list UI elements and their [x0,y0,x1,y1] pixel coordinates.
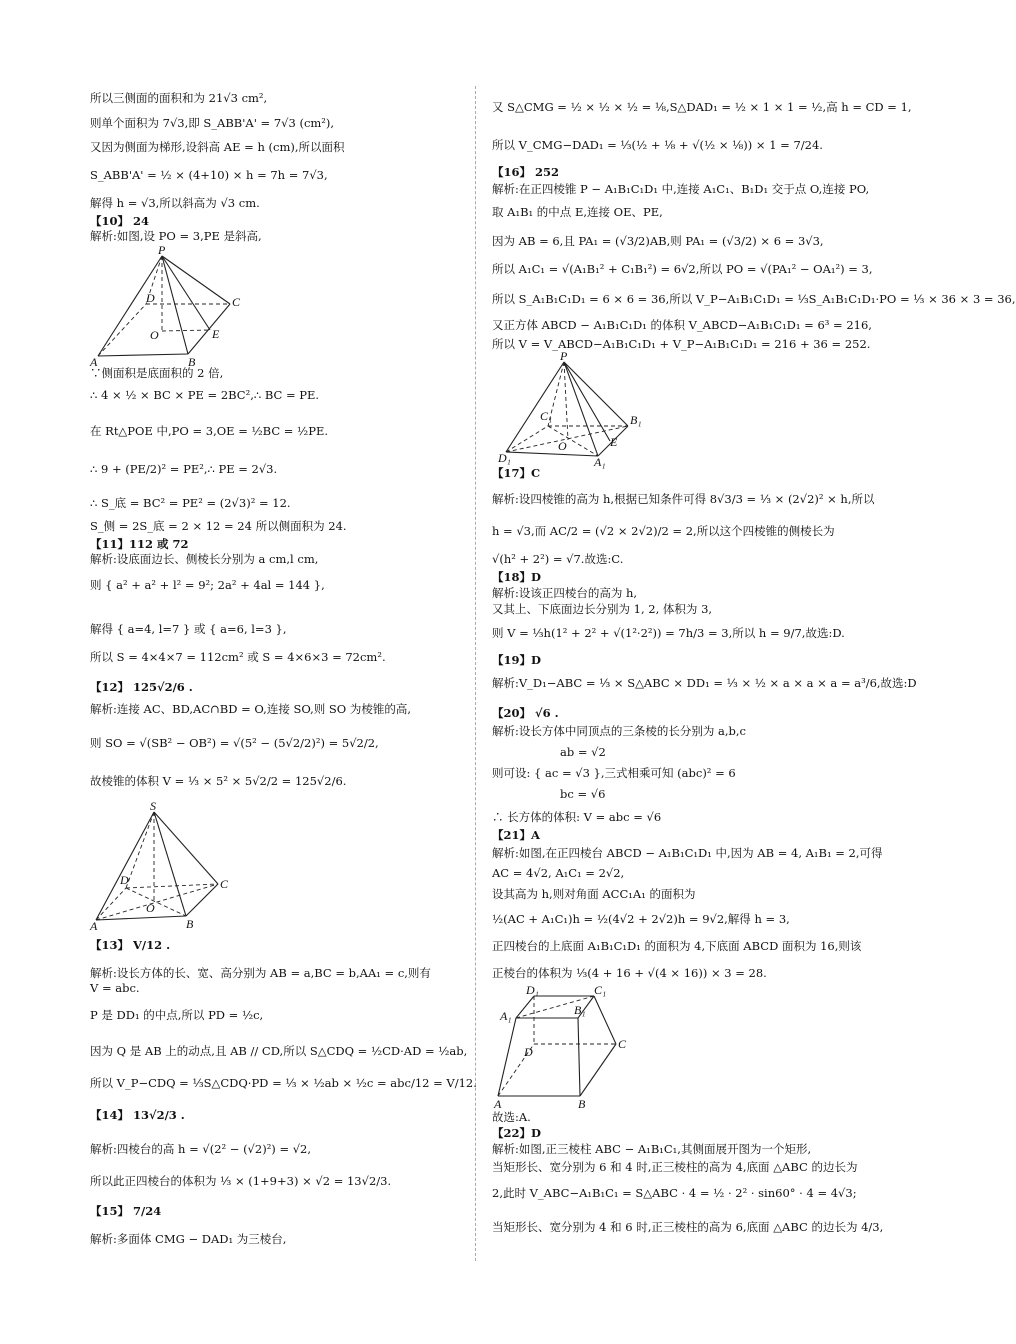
text-line: 解析:如图,在正四棱台 ABCD − A₁B₁C₁D₁ 中,因为 AB = 4, A₁B₁ = 2,可得 [492,846,883,860]
text-line: 所以此正四棱台的体积为 ⅓ × (1+9+3) × √2 = 13√2/3. [90,1174,392,1188]
answer-heading: 【15】 7/24 [90,1204,162,1218]
answer-heading: 【16】 252 [492,165,560,179]
figure-16-pyramid [498,349,662,469]
figure-label: A [90,919,98,933]
figure-label: P [158,243,166,257]
figure-label: A₁ [594,455,606,469]
figure-label: B₁ [574,1003,586,1017]
text-line: 解析:如图,正三棱柱 ABC − A₁B₁C₁,其侧面展开图为一个矩形, [492,1142,812,1156]
text-line: 解析:连接 AC、BD,AC∩BD = O,连接 SO,则 SO 为棱锥的高, [90,702,412,716]
text-line: 解析:如图,设 PO = 3,PE 是斜高, [90,229,262,243]
text-line: P 是 DD₁ 的中点,所以 PD = ½c, [90,1008,264,1022]
answer-heading: 【20】 √6 . [492,706,559,720]
text-line: 正四棱台的上底面 A₁B₁C₁D₁ 的面积为 4,下底面 ABCD 面积为 16,则该 [492,939,862,953]
text-line: h = √3,而 AC/2 = (√2 × 2√2)/2 = 2,所以这个四棱锥的侧棱长为 [492,524,835,538]
answer-heading: 【17】C [492,466,541,480]
figure-label: D [146,291,155,305]
figure-label: E [610,435,618,449]
text-line: 正棱台的体积为 ⅓(4 + 16 + √(4 × 16)) × 3 = 28. [492,966,767,980]
figure-label: B [578,1097,586,1111]
text-line: 所以三侧面的面积和为 21√3 cm², [90,91,268,105]
figure-label: B₁ [630,413,642,427]
text-line: 又 S△CMG = ½ × ½ × ½ = ⅛,S△DAD₁ = ½ × 1 × 1 = ½,高 h = CD = 1, [492,100,912,114]
text-line: 则可设: { ac = √3 },三式相乘可知 (abc)² = 6 [492,766,736,780]
figure-label: O [146,901,155,915]
text-line: 当矩形长、宽分别为 4 和 6 时,正三棱柱的高为 6,底面 △ABC 的边长为 4/3, [492,1220,884,1234]
figure-label: A [494,1097,502,1111]
figure-label: D [120,873,129,887]
answer-heading: 【21】A [492,828,540,842]
figure-label: P [560,349,568,363]
text-line: 所以 A₁C₁ = √(A₁B₁² + C₁B₁²) = 6√2,所以 PO = √(PA₁² − OA₁²) = 3, [492,262,873,276]
text-line: 因为 AB = 6,且 PA₁ = (√3/2)AB,则 PA₁ = (√3/2) × 6 = 3√3, [492,234,824,248]
text-line: 在 Rt△POE 中,PO = 3,OE = ½BC = ½PE. [90,424,328,438]
figure-label: O [558,439,567,453]
figure-label: D₁ [526,983,539,997]
text-line: 所以 S = 4×4×7 = 112cm² 或 S = 4×6×3 = 72cm². [90,650,386,664]
text-line: S_ABB'A' = ½ × (4+10) × h = 7h = 7√3, [90,168,328,182]
figure-label: C [232,295,241,309]
text-line: 因为 Q 是 AB 上的动点,且 AB // CD,所以 S△CDQ = ½CD·AD = ½ab, [90,1044,468,1058]
text-line: 解析:在正四棱锥 P − A₁B₁C₁D₁ 中,连接 A₁C₁、B₁D₁ 交于点 O,连接 PO, [492,182,870,196]
text-line: 所以 V = V_ABCD−A₁B₁C₁D₁ + V_P−A₁B₁C₁D₁ = 216 + 36 = 252. [492,337,871,351]
text-line: 解析:设该正四棱台的高为 h, [492,586,638,600]
text-line: 所以 S_A₁B₁C₁D₁ = 6 × 6 = 36,所以 V_P−A₁B₁C₁D₁ = ⅓S_A₁B₁C₁D₁·PO = ⅓ × 36 × 3 = 36, [492,292,1016,306]
text-line: 则 SO = √(SB² − OB²) = √(5² − (5√2/2)²) = 5√2/2, [90,736,379,750]
text-line: 取 A₁B₁ 的中点 E,连接 OE、PE, [492,205,663,219]
text-line: 解析:V_D₁−ABC = ⅓ × S△ABC × DD₁ = ⅓ × ½ × a × a × a = a³/6,故选:D [492,676,917,690]
figure-label: C₁ [594,983,607,997]
text-line: 解析:设底面边长、侧棱长分别为 a cm,l cm, [90,552,319,566]
text-line: 则 V = ⅓h(1² + 2² + √(1²·2²)) = 7h/3 = 3,所以 h = 9/7,故选:D. [492,626,845,640]
figure-21-frustum [494,983,638,1111]
text-line: 解析:设长方体的长、宽、高分别为 AB = a,BC = b,AA₁ = c,则有 [90,966,431,980]
figure-label: C [220,877,229,891]
figure-label: E [212,327,220,341]
text-line: 则 { a² + a² + l² = 9²; 2a² + 4al = 144 }, [90,578,325,592]
text-line: ab = √2 [560,745,606,759]
figure-label: C₁ [540,409,553,423]
text-line: 解析:设四棱锥的高为 h,根据已知条件可得 8√3/3 = ⅓ × (2√2)² × h,所以 [492,492,875,506]
answer-heading: 【12】 125√2/6 . [90,680,193,694]
answer-heading: 【14】 13√2/3 . [90,1108,185,1122]
figure-label: D₁ [498,451,511,465]
answer-heading: 【19】D [492,653,541,667]
text-line: 当矩形长、宽分别为 6 和 4 时,正三棱柱的高为 4,底面 △ABC 的边长为 [492,1160,858,1174]
figure-12-pyramid [90,799,240,933]
figure-label: D [524,1045,533,1059]
text-line: ∴ 4 × ½ × BC × PE = 2BC²,∴ BC = PE. [90,388,320,402]
text-line: ½(AC + A₁C₁)h = ½(4√2 + 2√2)h = 9√2,解得 h = 3, [492,912,790,926]
text-line: ∴ 长方体的体积: V = abc = √6 [492,810,662,824]
answer-heading: 【22】D [492,1126,541,1140]
text-line: 解析:设长方体中同顶点的三条棱的长分别为 a,b,c [492,724,746,738]
text-line: ∴ 9 + (PE/2)² = PE²,∴ PE = 2√3. [90,462,278,476]
figure-label: B [188,355,196,369]
answer-heading: 【11】112 或 72 [90,537,189,551]
text-line: 故选:A. [492,1110,531,1124]
text-line: 又正方体 ABCD − A₁B₁C₁D₁ 的体积 V_ABCD−A₁B₁C₁D₁ = 6³ = 216, [492,318,872,332]
text-line: 解析:多面体 CMG − DAD₁ 为三棱台, [90,1232,287,1246]
text-line: ∴ S_底 = BC² = PE² = (2√3)² = 12. [90,496,291,510]
figure-label: B [186,917,194,931]
text-line: 则单个面积为 7√3,即 S_ABB'A' = 7√3 (cm²), [90,116,335,130]
answer-heading: 【18】D [492,570,541,584]
figure-label: A₁ [500,1009,512,1023]
text-line: 解得 { a=4, l=7 } 或 { a=6, l=3 }, [90,622,287,636]
text-line: 故棱锥的体积 V = ⅓ × 5² × 5√2/2 = 125√2/6. [90,774,347,788]
text-line: S_侧 = 2S_底 = 2 × 12 = 24 所以侧面积为 24. [90,519,347,533]
text-line: 解析:四棱台的高 h = √(2² − (√2)²) = √2, [90,1142,312,1156]
text-line: ∵侧面积是底面积的 2 倍, [90,366,224,380]
text-line: 所以 V_P−CDQ = ⅓S△CDQ·PD = ⅓ × ½ab × ½c = abc/12 = V/12. [90,1076,477,1090]
text-line: 解得 h = √3,所以斜高为 √3 cm. [90,196,260,210]
figure-label: A [90,355,98,369]
figure-label: C [618,1037,627,1051]
text-line: bc = √6 [560,787,606,801]
figure-10-pyramid [90,243,250,369]
figure-label: O [150,328,159,342]
text-line: 设其高为 h,则对角面 ACC₁A₁ 的面积为 [492,887,696,901]
answer-heading: 【13】 V/12 . [90,938,171,952]
answer-heading: 【10】 24 [90,214,150,228]
text-line: 2,此时 V_ABC−A₁B₁C₁ = S△ABC · 4 = ½ · 2² · sin60° · 4 = 4√3; [492,1186,857,1200]
text-line: √(h² + 2²) = √7.故选:C. [492,552,624,566]
text-line: 又因为侧面为梯形,设斜高 AE = h (cm),所以面积 [90,140,345,154]
figure-label: S [150,799,156,813]
text-line: V = abc. [90,981,140,995]
text-line: AC = 4√2, A₁C₁ = 2√2, [492,866,625,880]
text-line: 又其上、下底面边长分别为 1, 2, 体积为 3, [492,602,713,616]
text-line: 所以 V_CMG−DAD₁ = ⅓(½ + ⅛ + √(½ × ⅛)) × 1 = 7/24. [492,138,823,152]
